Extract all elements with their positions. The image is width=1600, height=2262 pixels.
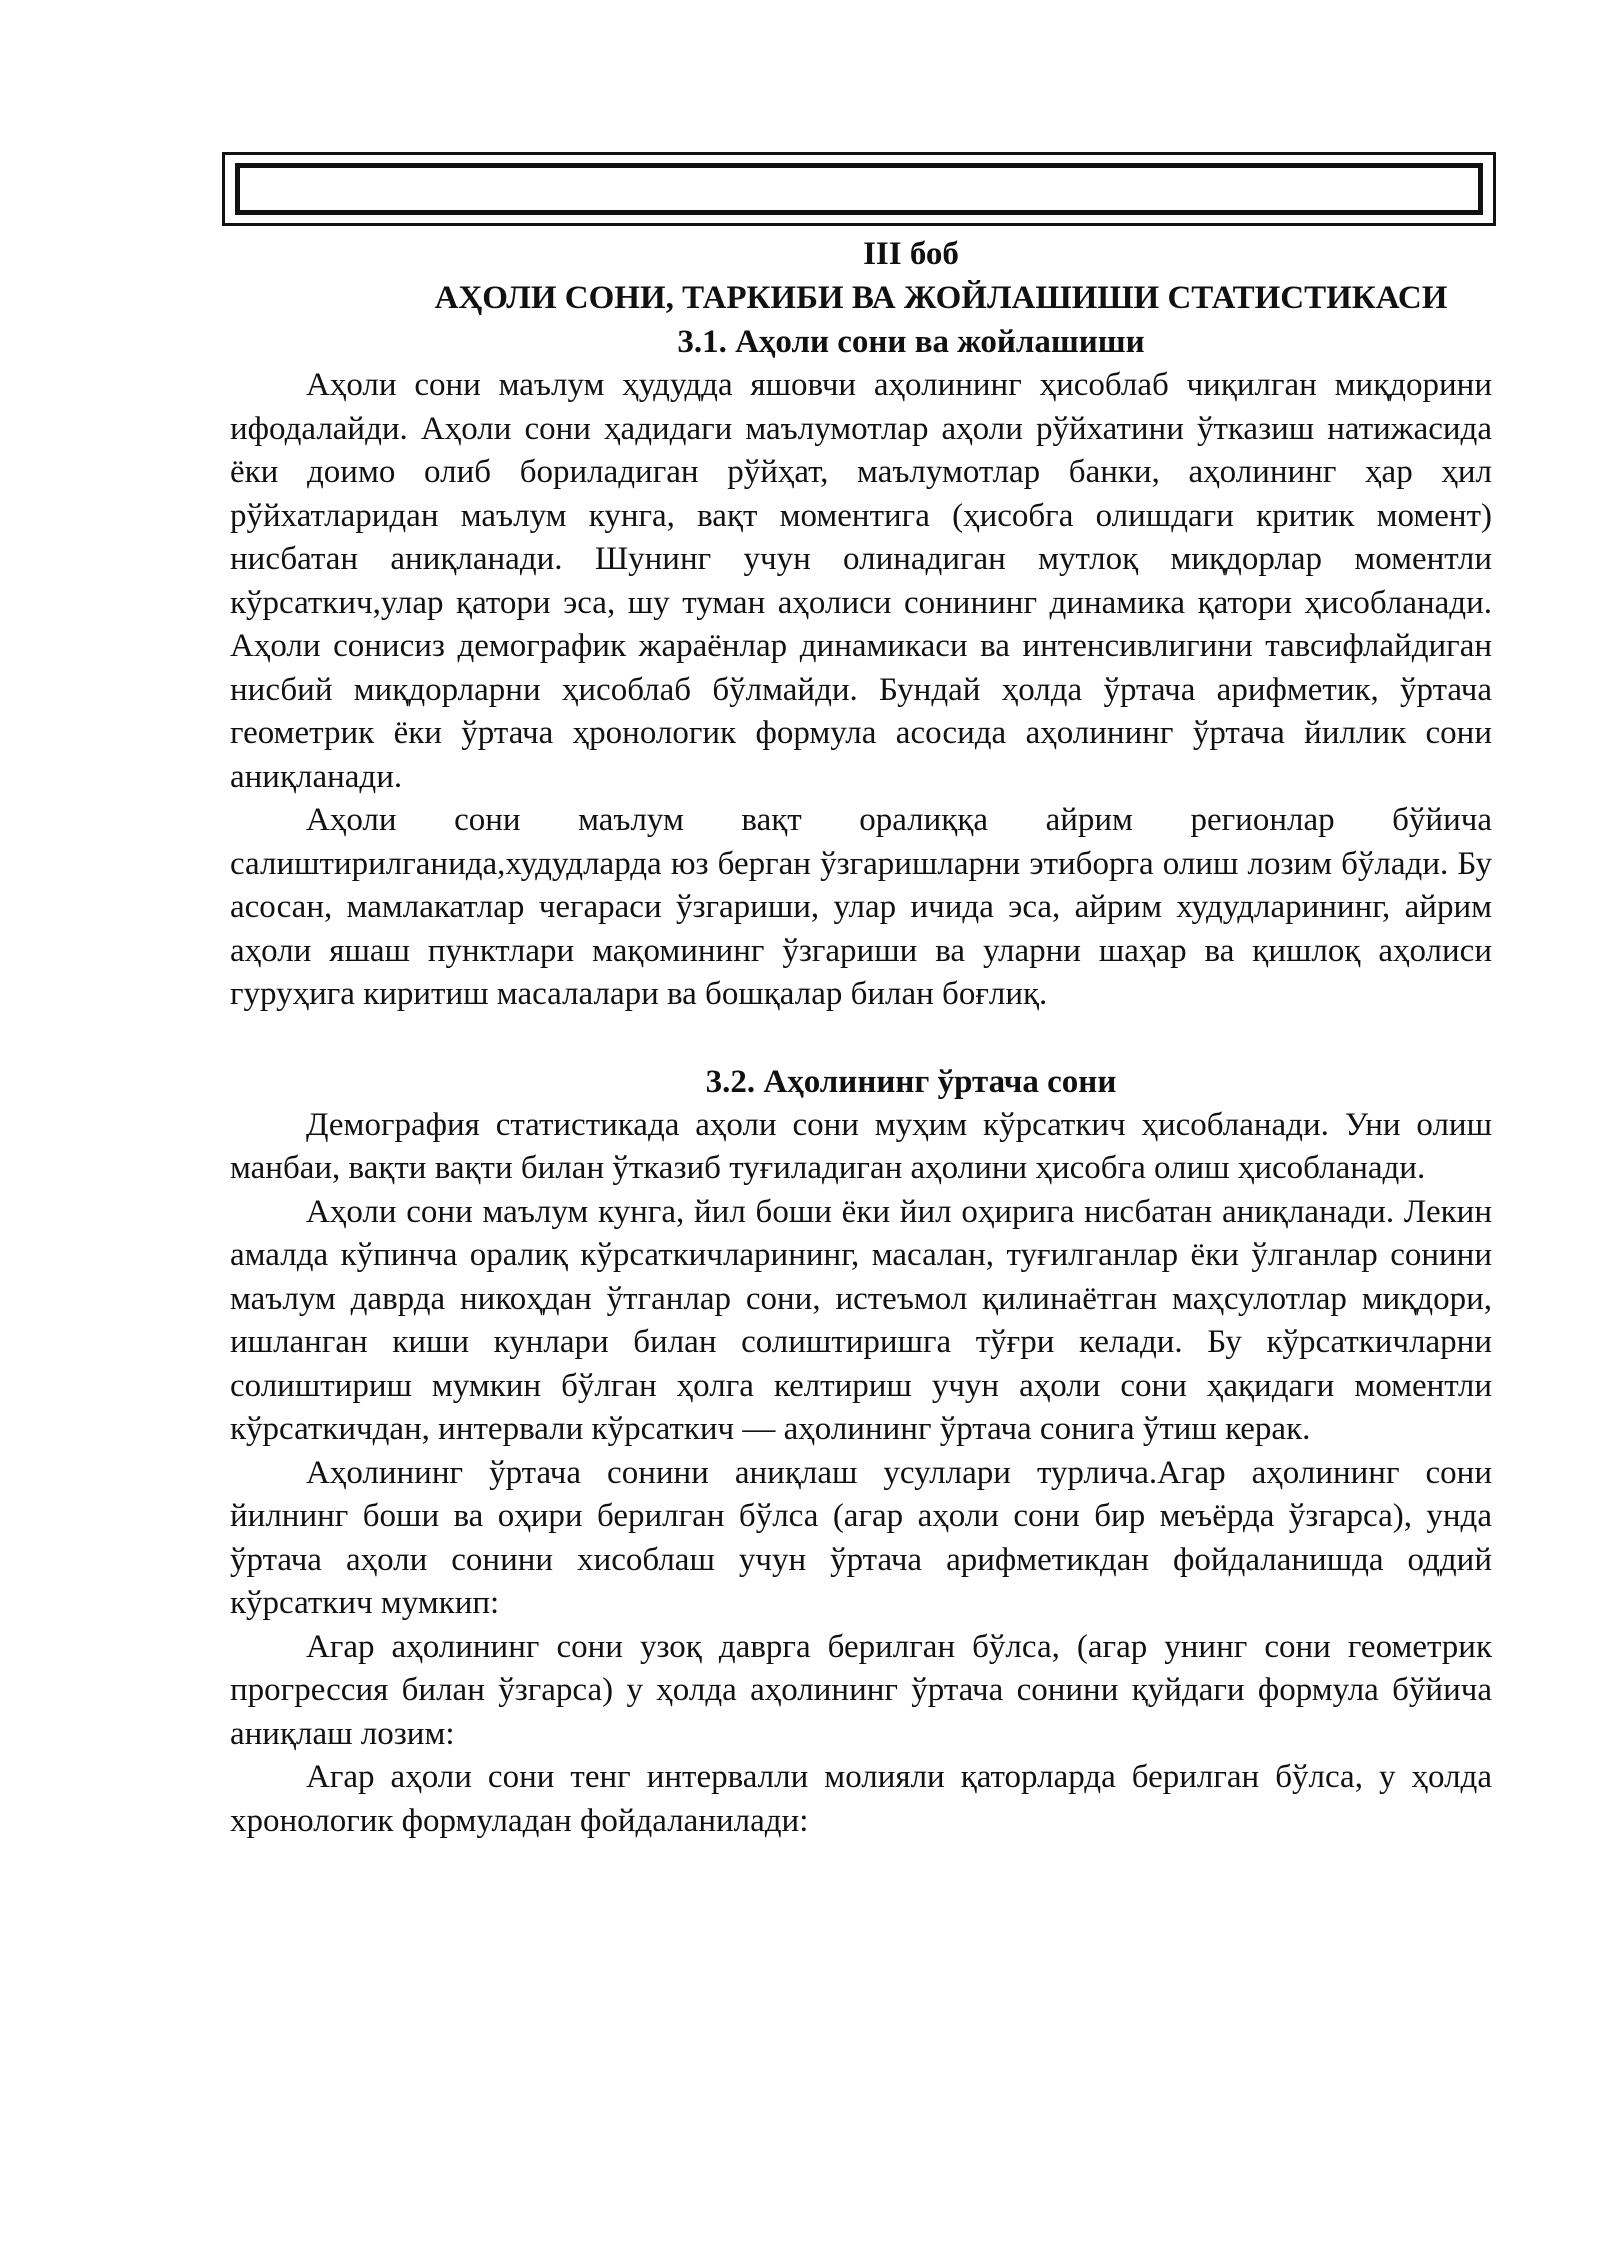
header-frame-inner bbox=[235, 163, 1483, 215]
paragraph: Аҳоли сони маълум ҳудудда яшовчи аҳолининг ҳисоблаб чиқилган миқдорини ифодалайди. Аҳоли сони ҳадидаги маълумотлар аҳоли рўйхатини ўтказиш натижасида ёки доимо олиб бориладиган рўйҳат, маълумотлар банки, аҳолининг ҳар ҳил рўйхатларидан маълум кунга, вақт моментига (ҳисобга олишдаги критик момент) нисбатан аниқланади. Шунинг учун олинадиган мутлоқ миқдорлар моментли кўрсаткич,улар қатори эса, шу туман аҳолиси сонининг динамика қатори ҳисобланади. Аҳоли сонисиз демографик жараёнлар динамикаси ва интенсивлигини тавсифлайдиган нисбий миқдорларни ҳисоблаб бўлмайди. Бундай ҳолда ўртача арифметик, ўртача геометрик ёки ўртача ҳронологик формула асосида аҳолининг ўртача йиллик сони аниқланади. bbox=[230, 367, 1492, 795]
section-spacer bbox=[230, 1017, 1492, 1060]
header-frame bbox=[222, 152, 1496, 226]
chapter-number: III боб bbox=[863, 236, 959, 272]
section-heading-3-1: 3.1. Аҳоли сони ва жойлашиши bbox=[677, 324, 1145, 360]
paragraph: Агар аҳолининг сони узоқ даврга берилган бўлса, (агар унинг сони геометрик прогрессия билан ўзгарса) у ҳолда аҳолининг ўртача сонини қуйдаги формула бўйича аниқлаш лозим: bbox=[230, 1628, 1492, 1752]
paragraph: Аҳолининг ўртача сонини аниқлаш усуллари турлича.Агар аҳолининг сони йилнинг боши ва оҳири берилган бўлса (агар аҳоли сони бир меъёрда ўзгарса), унда ўртача аҳоли сонини хисоблаш учун ўртача арифметикдан фойдаланишда оддий кўрсаткич мумкип: bbox=[230, 1454, 1492, 1621]
page-content bbox=[230, 232, 1492, 1843]
chapter-title: АҲОЛИ СОНИ, ТАРКИБИ ВА ЖОЙЛАШИШИ СТАТИСТИКАСИ bbox=[434, 280, 1448, 316]
section-heading-3-2: 3.2. Аҳолининг ўртача сони bbox=[705, 1063, 1117, 1100]
paragraph: Аҳоли сони маълум кунга, йил боши ёки йил оҳирига нисбатан аниқланади. Лекин амалда кўпинча оралиқ кўрсаткичларининг, масалан, туғилганлар ёки ўлганлар сонини маълум даврда никоҳдан ўтганлар сони, истеъмол қилинаётган маҳсулотлар миқдори, ишланган киши кунлари билан солиштиришга тўғри келади. Бу кўрсаткичларни солиштириш мумкин бўлган ҳолга келтириш учун аҳоли сони ҳақидаги моментли кўрсаткичдан, интервали кўрсаткич — аҳолининг ўртача сонига ўтиш керак. bbox=[230, 1193, 1492, 1447]
paragraph: Агар аҳоли сони тенг интервалли молияли қаторларда берилган бўлса, у ҳолда хронологик формуладан фойдаланилади: bbox=[230, 1759, 1492, 1839]
paragraph: Аҳоли сони маълум вақт оралиққа айрим регионлар бўйича салиштирилганида,худудларда юз берган ўзгаришларни этиборга олиш лозим бўлади. Бу асосан, мамлакатлар чегараси ўзгариши, улар ичида эса, айрим худудларининг, айрим аҳоли яшаш пунктлари мақомининг ўзгариши ва уларни шаҳар ва қишлоқ аҳолиси гуруҳига киритиш масалалари ва бошқалар билан боғлиқ. bbox=[230, 802, 1492, 1012]
paragraph: Демография статистикада аҳоли сони муҳим кўрсаткич ҳисобланади. Уни олиш манбаи, вақти вақти билан ўтказиб туғиладиган аҳолини ҳисобга олиш ҳисобланади. bbox=[230, 1106, 1492, 1186]
